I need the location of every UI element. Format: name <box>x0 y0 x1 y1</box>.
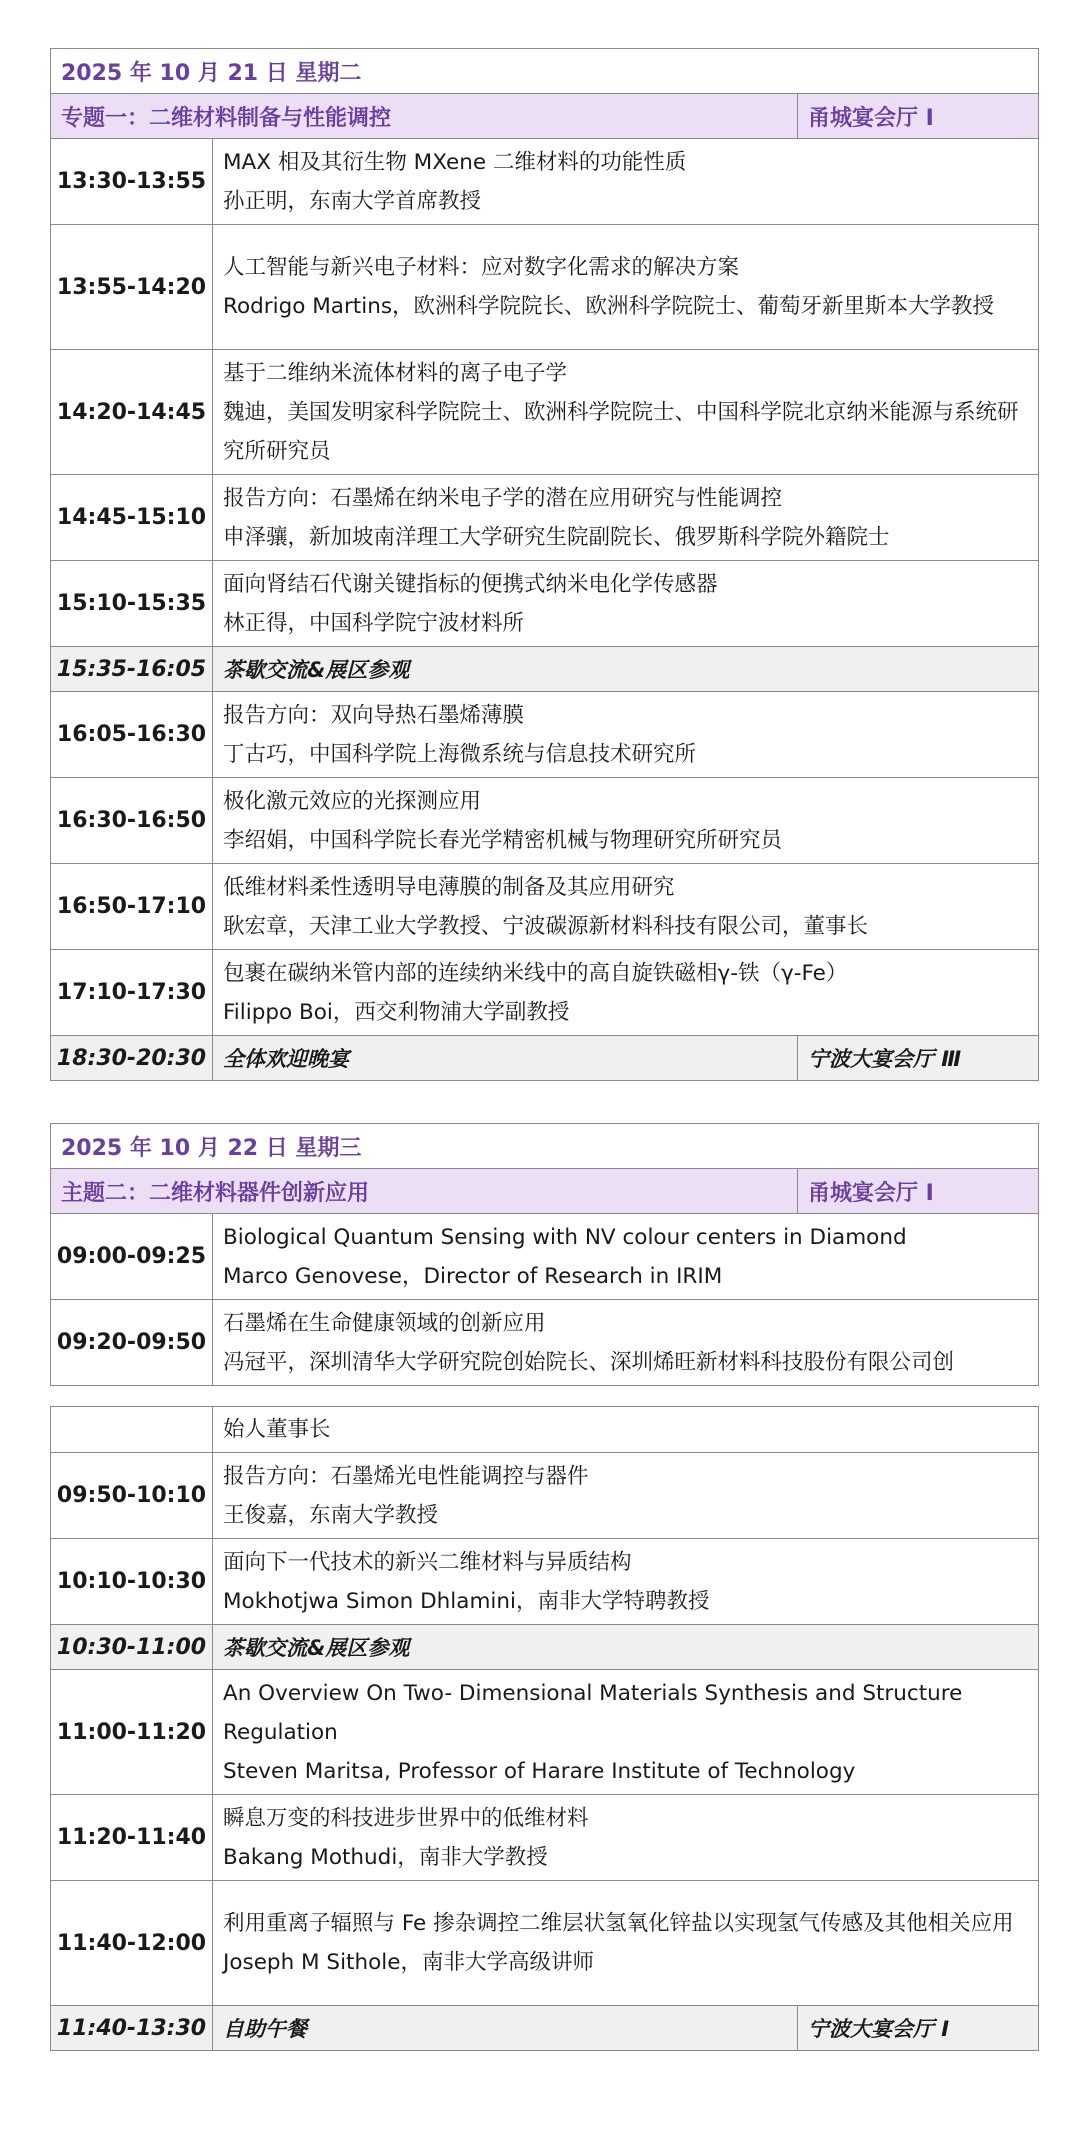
session-speaker: 丁古巧，中国科学院上海微系统与信息技术研究所 <box>223 741 697 767</box>
day1-topic: 专题一：二维材料制备与性能调控 <box>51 94 798 139</box>
session-title: 石墨烯在生命健康领域的创新应用 <box>223 1310 546 1336</box>
session-time: 13:30-13:55 <box>51 139 213 225</box>
break-time: 10:30-11:00 <box>51 1625 213 1670</box>
session-content <box>213 864 1039 950</box>
session-time: 11:20-11:40 <box>51 1795 213 1881</box>
session-content <box>213 1881 1039 2006</box>
session-speaker: Marco Genovese，Director of Research in IRIM <box>223 1263 723 1289</box>
session-speaker: Filippo Boi，西交利物浦大学副教授 <box>223 999 570 1025</box>
session-title: 包裹在碳纳米管内部的连续纳米线中的高自旋铁磁相γ-铁（γ-Fe） <box>223 960 848 986</box>
session-title: MAX 相及其衍生物 MXene 二维材料的功能性质 <box>223 149 687 175</box>
day2-topic: 主题二：二维材料器件创新应用 <box>51 1169 798 1214</box>
session-title: 基于二维纳米流体材料的离子电子学 <box>223 360 568 386</box>
session-speaker: Mokhotjwa Simon Dhlamini，南非大学特聘教授 <box>223 1588 710 1614</box>
session-content <box>213 1670 1039 1795</box>
session-title: 利用重离子辐照与 Fe 掺杂调控二维层状氢氧化锌盐以实现氢气传感及其他相关应用 <box>223 1911 1014 1936</box>
session-row <box>51 1795 1039 1881</box>
session-time: 16:30-16:50 <box>51 778 213 864</box>
session-title: An Overview On Two- Dimensional Materials Synthesis and Structure Regulation <box>223 1680 963 1745</box>
session-row <box>51 1881 1039 2006</box>
day1-date-row <box>51 49 1039 94</box>
session-row <box>51 225 1039 350</box>
session-title: 瞬息万变的科技进步世界中的低维材料 <box>223 1805 589 1831</box>
session-content <box>213 1214 1039 1300</box>
session-time: 17:10-17:30 <box>51 950 213 1036</box>
session-speaker: 魏迪，美国发明家科学院院士、欧洲科学院院士、中国科学院北京纳米能源与系统研究所研究员 <box>223 399 1019 464</box>
session-speaker: 林正得，中国科学院宁波材料所 <box>223 610 525 636</box>
session-time: 09:20-09:50 <box>51 1300 213 1386</box>
day2-continued-table <box>50 1406 1039 2051</box>
session-content <box>213 561 1039 647</box>
session-row <box>51 1453 1039 1539</box>
session-row <box>51 475 1039 561</box>
session-time: 15:10-15:35 <box>51 561 213 647</box>
session-time: 11:00-11:20 <box>51 1670 213 1795</box>
session-title: 低维材料柔性透明导电薄膜的制备及其应用研究 <box>223 874 675 900</box>
session-time: 14:45-15:10 <box>51 475 213 561</box>
session-row <box>51 139 1039 225</box>
session-row <box>51 1539 1039 1625</box>
day1-schedule-table <box>50 48 1039 1081</box>
session-time: 09:00-09:25 <box>51 1214 213 1300</box>
break-label: 茶歇交流&展区参观 <box>213 1625 1039 1670</box>
day2-venue: 甬城宴会厅 Ⅰ <box>798 1169 1039 1214</box>
session-speaker: 孙正明，东南大学首席教授 <box>223 188 482 214</box>
session-row <box>51 864 1039 950</box>
session-row <box>51 1214 1039 1300</box>
lunch-time: 11:40-13:30 <box>51 2006 213 2051</box>
session-title: 报告方向：石墨烯光电性能调控与器件 <box>223 1463 589 1489</box>
day1-date: 2025 年 10 月 21 日 星期二 <box>51 49 1039 94</box>
session-content <box>213 1539 1039 1625</box>
session-content <box>213 1453 1039 1539</box>
session-row <box>51 778 1039 864</box>
tea-break-row <box>51 1625 1039 1670</box>
session-content <box>213 1300 1039 1386</box>
day2-date: 2025 年 10 月 22 日 星期三 <box>51 1124 1039 1169</box>
session-title: Biological Quantum Sensing with NV colour centers in Diamond <box>223 1224 907 1250</box>
day2-topic-row <box>51 1169 1039 1214</box>
session-content <box>213 225 1039 350</box>
session-speaker: 王俊嘉，东南大学教授 <box>223 1502 439 1528</box>
session-time: 13:55-14:20 <box>51 225 213 350</box>
session-time: 14:20-14:45 <box>51 350 213 475</box>
session-time: 11:40-12:00 <box>51 1881 213 2006</box>
session-content <box>213 778 1039 864</box>
session-row <box>51 692 1039 778</box>
session-speaker: 申泽骧，新加坡南洋理工大学研究生院副院长、俄罗斯科学院外籍院士 <box>223 524 890 550</box>
break-time: 15:35-16:05 <box>51 647 213 692</box>
session-title: 报告方向：双向导热石墨烯薄膜 <box>223 702 525 728</box>
session-speaker: 耿宏章，天津工业大学教授、宁波碳源新材料科技有限公司，董事长 <box>223 913 869 939</box>
session-title: 极化激元效应的光探测应用 <box>223 788 482 814</box>
session-content <box>213 350 1039 475</box>
session-speaker: 冯冠平，深圳清华大学研究院创始院长、深圳烯旺新材料科技股份有限公司创 <box>223 1349 955 1375</box>
session-time: 16:50-17:10 <box>51 864 213 950</box>
dinner-label: 全体欢迎晚宴 <box>213 1036 798 1081</box>
session-speaker: Rodrigo Martins，欧洲科学院院长、欧洲科学院院士、葡萄牙新里斯本大学教授 <box>223 294 995 319</box>
session-speaker: Steven Maritsa, Professor of Harare Institute of Technology <box>223 1758 856 1784</box>
dinner-row <box>51 1036 1039 1081</box>
lunch-venue: 宁波大宴会厅 Ⅰ <box>798 2006 1039 2051</box>
session-row <box>51 1670 1039 1795</box>
session-content <box>213 692 1039 778</box>
session-speaker: Joseph M Sithole，南非大学高级讲师 <box>223 1950 594 1975</box>
session-speaker: Bakang Mothudi，南非大学教授 <box>223 1844 548 1870</box>
session-row <box>51 950 1039 1036</box>
session-time: 09:50-10:10 <box>51 1453 213 1539</box>
session-row <box>51 350 1039 475</box>
dinner-time: 18:30-20:30 <box>51 1036 213 1081</box>
session-title: 面向下一代技术的新兴二维材料与异质结构 <box>223 1549 632 1575</box>
session-speaker: 李绍娟，中国科学院长春光学精密机械与物理研究所研究员 <box>223 827 783 853</box>
continued-text: 始人董事长 <box>213 1407 1039 1453</box>
continued-row <box>51 1407 1039 1453</box>
break-label: 茶歇交流&展区参观 <box>213 647 1039 692</box>
session-content <box>213 475 1039 561</box>
session-title: 人工智能与新兴电子材料：应对数字化需求的解决方案 <box>223 255 740 280</box>
day2-schedule-table <box>50 1123 1039 1386</box>
session-time: 16:05-16:30 <box>51 692 213 778</box>
session-content <box>213 1795 1039 1881</box>
day1-venue: 甬城宴会厅 Ⅰ <box>798 94 1039 139</box>
tea-break-row <box>51 647 1039 692</box>
dinner-venue: 宁波大宴会厅 Ⅲ <box>798 1036 1039 1081</box>
empty-time-cell <box>51 1407 213 1453</box>
session-content <box>213 950 1039 1036</box>
session-time: 10:10-10:30 <box>51 1539 213 1625</box>
lunch-label: 自助午餐 <box>213 2006 798 2051</box>
day2-date-row <box>51 1124 1039 1169</box>
day1-topic-row <box>51 94 1039 139</box>
session-content <box>213 139 1039 225</box>
lunch-row <box>51 2006 1039 2051</box>
session-title: 报告方向：石墨烯在纳米电子学的潜在应用研究与性能调控 <box>223 485 783 511</box>
session-row <box>51 1300 1039 1386</box>
session-title: 面向肾结石代谢关键指标的便携式纳米电化学传感器 <box>223 571 718 597</box>
session-row <box>51 561 1039 647</box>
